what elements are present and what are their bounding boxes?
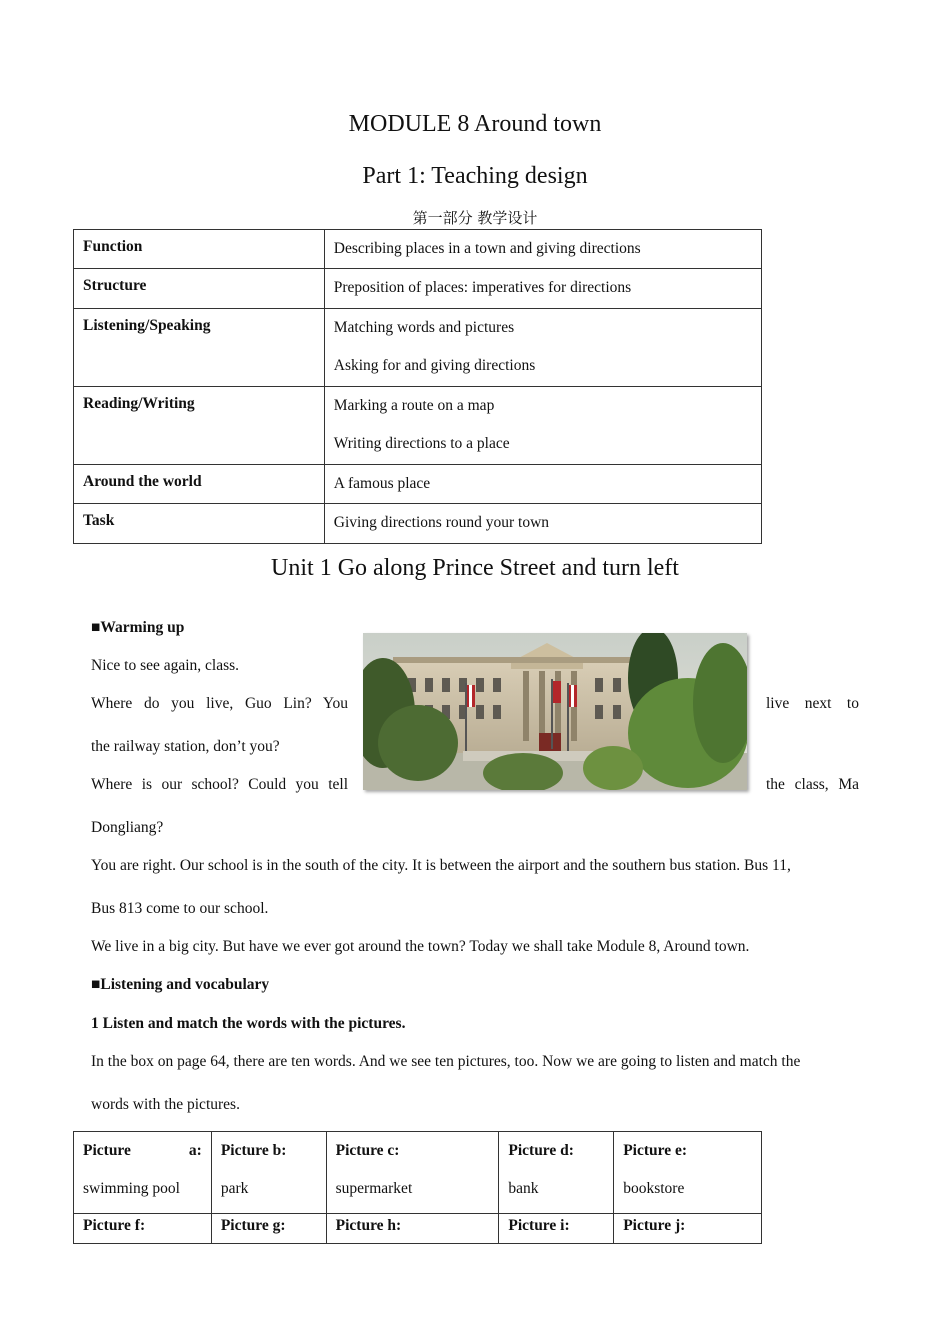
part-title: Part 1: Teaching design — [362, 163, 588, 189]
warming-line: the class, Ma — [766, 776, 859, 793]
row-label: Reading/Writing — [74, 387, 325, 465]
picture-cell: Picture f: — [74, 1214, 212, 1244]
picture-cell: Picture b: park — [211, 1132, 326, 1214]
picture-cell: Picture a: swimming pool — [74, 1132, 212, 1214]
table-row — [74, 309, 762, 387]
warming-line: Where is our school? Could you tell — [91, 776, 348, 793]
table-row — [74, 465, 762, 504]
warming-line: Where do you live, Guo Lin? You — [91, 695, 348, 712]
module-title: MODULE 8 Around town — [348, 111, 602, 137]
table-row — [74, 230, 762, 269]
row-value: Preposition of places: imperatives for directions — [324, 269, 761, 309]
palace-photo — [363, 633, 747, 790]
picture-cell: Picture d: bank — [499, 1132, 614, 1214]
picture-cell: Picture g: — [211, 1214, 326, 1244]
pictures-table — [73, 1131, 762, 1244]
row-value: Marking a route on a map Writing directions to a place — [324, 387, 761, 465]
row-value: Matching words and pictures Asking for and giving directions — [324, 309, 761, 387]
exercise-1-heading: 1 Listen and match the words with the pictures. — [91, 1015, 406, 1032]
table-row — [74, 1214, 762, 1244]
row-label: Around the world — [74, 465, 325, 504]
warming-up-heading: ■Warming up — [91, 619, 185, 636]
picture-cell: Picture i: — [499, 1214, 614, 1244]
row-value: Giving directions round your town — [324, 504, 761, 544]
unit-title: Unit 1 Go along Prince Street and turn left — [271, 555, 679, 581]
warming-line: the railway station, don’t you? — [91, 738, 280, 755]
body-line: words with the pictures. — [91, 1096, 240, 1113]
body-line: You are right. Our school is in the south of the city. It is between the airport and the southern bus station. Bus 11, — [91, 857, 791, 874]
warming-line: Nice to see again, class. — [91, 657, 240, 674]
listening-heading: ■Listening and vocabulary — [91, 976, 270, 993]
part-title-chinese: 第一部分 教学设计 — [412, 209, 538, 227]
warming-line: live next to — [766, 695, 859, 712]
row-value: Describing places in a town and giving directions — [324, 230, 761, 269]
picture-cell: Picture c: supermarket — [326, 1132, 499, 1214]
body-line: In the box on page 64, there are ten words. And we see ten pictures, too. Now we are going to listen and match the — [91, 1053, 801, 1070]
row-label: Structure — [74, 269, 325, 309]
warming-line: Dongliang? — [91, 819, 164, 836]
table-row — [74, 387, 762, 465]
table-row — [74, 1132, 762, 1214]
picture-cell: Picture h: — [326, 1214, 499, 1244]
row-value: A famous place — [324, 465, 761, 504]
teaching-design-table — [73, 229, 762, 544]
row-label: Listening/Speaking — [74, 309, 325, 387]
picture-cell: Picture e: bookstore — [614, 1132, 762, 1214]
table-row — [74, 269, 762, 309]
table-row — [74, 504, 762, 544]
row-label: Function — [74, 230, 325, 269]
body-line: Bus 813 come to our school. — [91, 900, 269, 917]
picture-cell: Picture j: — [614, 1214, 762, 1244]
body-line: We live in a big city. But have we ever got around the town? Today we shall take Module 8, Around town. — [91, 938, 750, 955]
row-label: Task — [74, 504, 325, 544]
